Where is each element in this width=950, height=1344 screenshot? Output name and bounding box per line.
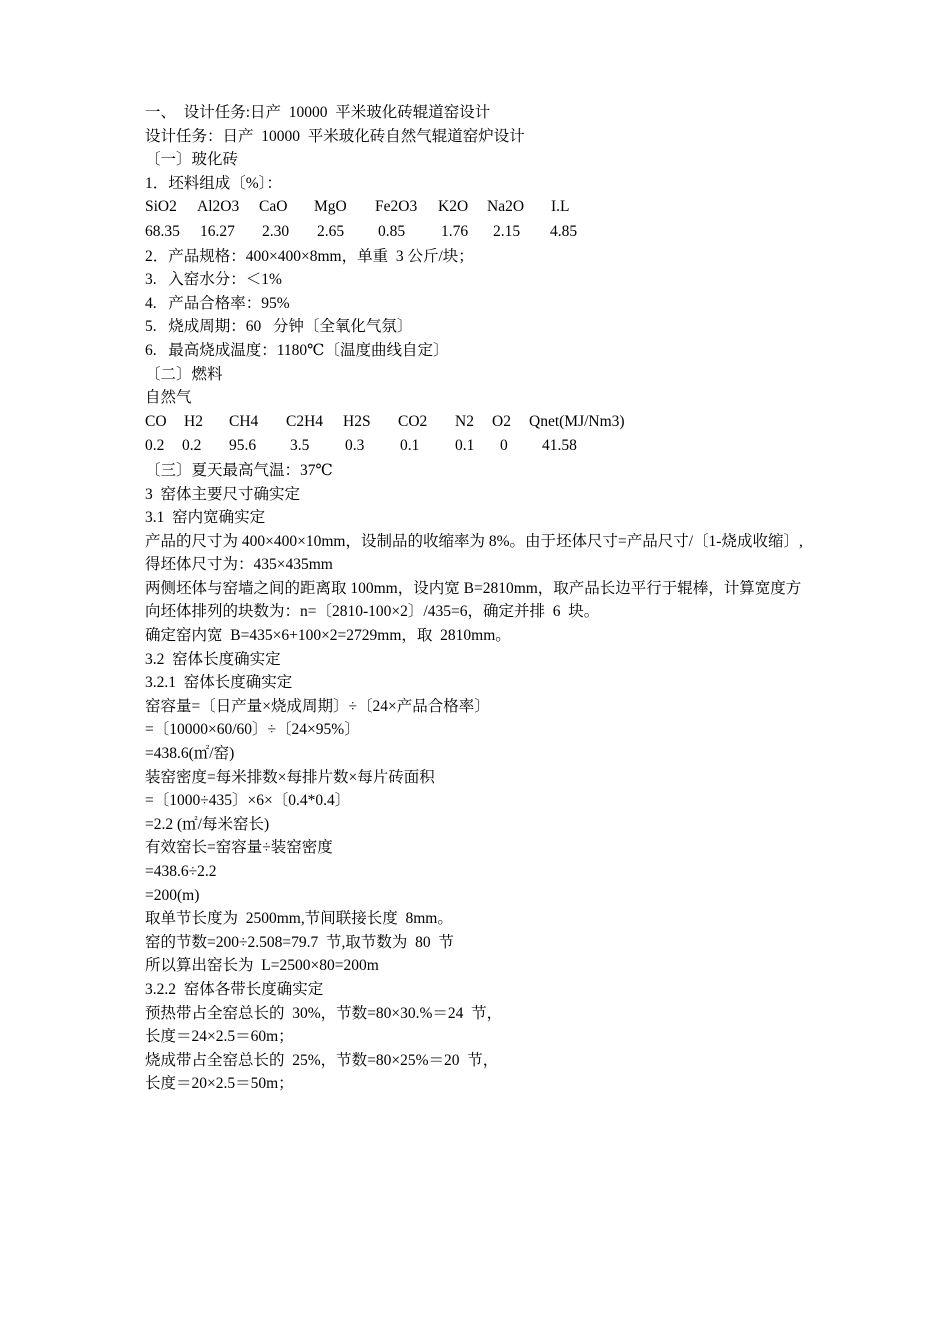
gas-value: 0.2: [182, 437, 202, 455]
shrinkage-paragraph: 产品的尺寸为 400×400×10mm，设制品的收缩率为 8%。由于坯体尺寸=产品尺寸/〔1-烧成收缩〕,: [145, 532, 803, 550]
gas-value: 0.1: [455, 437, 475, 455]
heading-task: 一、 设计任务:日产 10000 平米玻化砖辊道窑设计: [145, 104, 491, 121]
formula-line: =〔1000÷435〕×6×〔0.4*0.4〕: [145, 792, 351, 810]
subsection-inner-width: 3.1 窑内宽确实定: [145, 509, 266, 527]
composition-header: Fe2O3: [375, 198, 418, 216]
composition-value: 2.15: [493, 222, 521, 240]
gas-value: 3.5: [290, 437, 310, 455]
gas-header: O2: [492, 412, 511, 430]
formula-line: 有效窑长=窑容量÷装窑密度: [145, 839, 333, 857]
text-line: 取单节长度为 2500mm,节间联接长度 8mm。: [145, 910, 453, 928]
gas-header-row: [145, 410, 815, 434]
composition-header: CaO: [259, 198, 288, 216]
text-line: 所以算出窑长为 L=2500×80=200m: [145, 957, 379, 975]
gas-value-row: [145, 434, 815, 458]
formula-line: =438.6(㎡/窑): [145, 745, 235, 763]
subsection-zone-length: 3.2.2 窑体各带长度确实定: [145, 980, 324, 998]
composition-header: SiO2: [145, 198, 177, 216]
product-spec: 2．产品规格：400×400×8mm，单重 3 公斤/块；: [145, 247, 474, 265]
gas-header: CO: [145, 412, 167, 430]
composition-value: 1.76: [441, 222, 469, 240]
gas-header: CO2: [398, 412, 428, 430]
spacing-paragraph: 两侧坯体与窑墙之间的距离取 100mm，设内宽 B=2810mm，取产品长边平行于辊棒，计算宽度方: [145, 579, 802, 597]
gas-value: 95.6: [229, 437, 257, 455]
composition-value: 4.85: [550, 222, 578, 240]
moisture-line: 3. 入窑水分：＜1%: [145, 271, 282, 289]
composition-value-row: [145, 220, 815, 244]
formula-line: =2.2 (㎡/每米窑长): [145, 815, 270, 833]
formula-line: =438.6÷2.2: [145, 863, 217, 880]
formula-line: 窑容量=〔日产量×烧成周期〕÷〔24×产品合格率〕: [145, 697, 490, 715]
gas-header: Qnet(MJ/Nm3): [529, 412, 625, 430]
body-count-line: 向坯体排列的块数为：n=〔2810-100×2〕/435=6，确定并排 6 块。: [145, 603, 600, 621]
text-line: 烧成带占全窑总长的 25%，节数=80×25%＝20 节，: [145, 1051, 499, 1069]
pass-rate-line: 4. 产品合格率：95%: [145, 294, 290, 312]
text-line: 窑的节数=200÷2.508=79.7 节,取节数为 80 节: [145, 933, 454, 951]
text-line: 长度＝24×2.5＝60m；: [145, 1028, 294, 1046]
composition-header: MgO: [314, 198, 347, 216]
gas-value: 0.1: [400, 437, 420, 455]
gas-value: 0.3: [345, 437, 365, 455]
gas-header: N2: [455, 412, 474, 430]
formula-line: =〔10000×60/60〕÷〔24×95%〕: [145, 721, 360, 739]
natural-gas-label: 自然气: [145, 389, 192, 407]
composition-header-row: [145, 195, 815, 219]
composition-header: Na2O: [487, 198, 525, 216]
composition-value: 2.65: [317, 222, 345, 240]
gas-header: H2S: [343, 412, 371, 430]
gas-header: C2H4: [286, 412, 324, 430]
composition-value: 16.27: [200, 222, 235, 240]
inner-width-line: 确定窑内宽 B=435×6+100×2=2729mm，取 2810mm。: [145, 627, 511, 645]
section-tile: 〔一〕玻化砖: [145, 151, 239, 169]
composition-value: 68.35: [145, 222, 180, 240]
subsection-length: 3.2 窑体长度确实定: [145, 650, 281, 668]
formula-line: =200(m): [145, 886, 200, 904]
composition-value: 0.85: [378, 222, 406, 240]
section-fuel: 〔二〕燃料: [145, 365, 223, 383]
composition-header: I.L: [551, 198, 570, 216]
text-line: 长度＝20×2.5＝50m；: [145, 1075, 294, 1093]
max-temperature-line: 6. 最高烧成温度：1180℃〔温度曲线自定〕: [145, 341, 449, 359]
gas-header: H2: [184, 412, 203, 430]
composition-header: K2O: [438, 198, 469, 216]
gas-header: CH4: [229, 412, 259, 430]
subsection-kiln-length: 3.2.1 窑体长度确实定: [145, 674, 293, 692]
design-task-line: 设计任务：日产 10000 平米玻化砖自然气辊道窑炉设计: [145, 127, 525, 145]
document-page: [145, 101, 815, 1096]
text-line: 预热带占全窑总长的 30%，节数=80×30.%＝24 节，: [145, 1004, 503, 1022]
composition-value: 2.30: [262, 222, 290, 240]
firing-cycle-line: 5. 烧成周期：60 分钟〔全氧化气氛〕: [145, 318, 413, 336]
summer-temperature-line: 〔三〕夏天最高气温：37℃: [145, 461, 333, 479]
gas-value: 0: [500, 437, 508, 455]
formula-line: 装窑密度=每米排数×每排片数×每片砖面积: [145, 768, 435, 786]
section-kiln-dimensions: 3 窑体主要尺寸确实定: [145, 485, 301, 503]
gas-value: 41.58: [542, 437, 577, 455]
green-body-size-line: 得坯体尺寸为：435×435mm: [145, 556, 333, 574]
composition-header: Al2O3: [197, 198, 240, 216]
gas-value: 0.2: [145, 437, 165, 455]
composition-title: 1．坯料组成〔%〕：: [145, 174, 282, 192]
